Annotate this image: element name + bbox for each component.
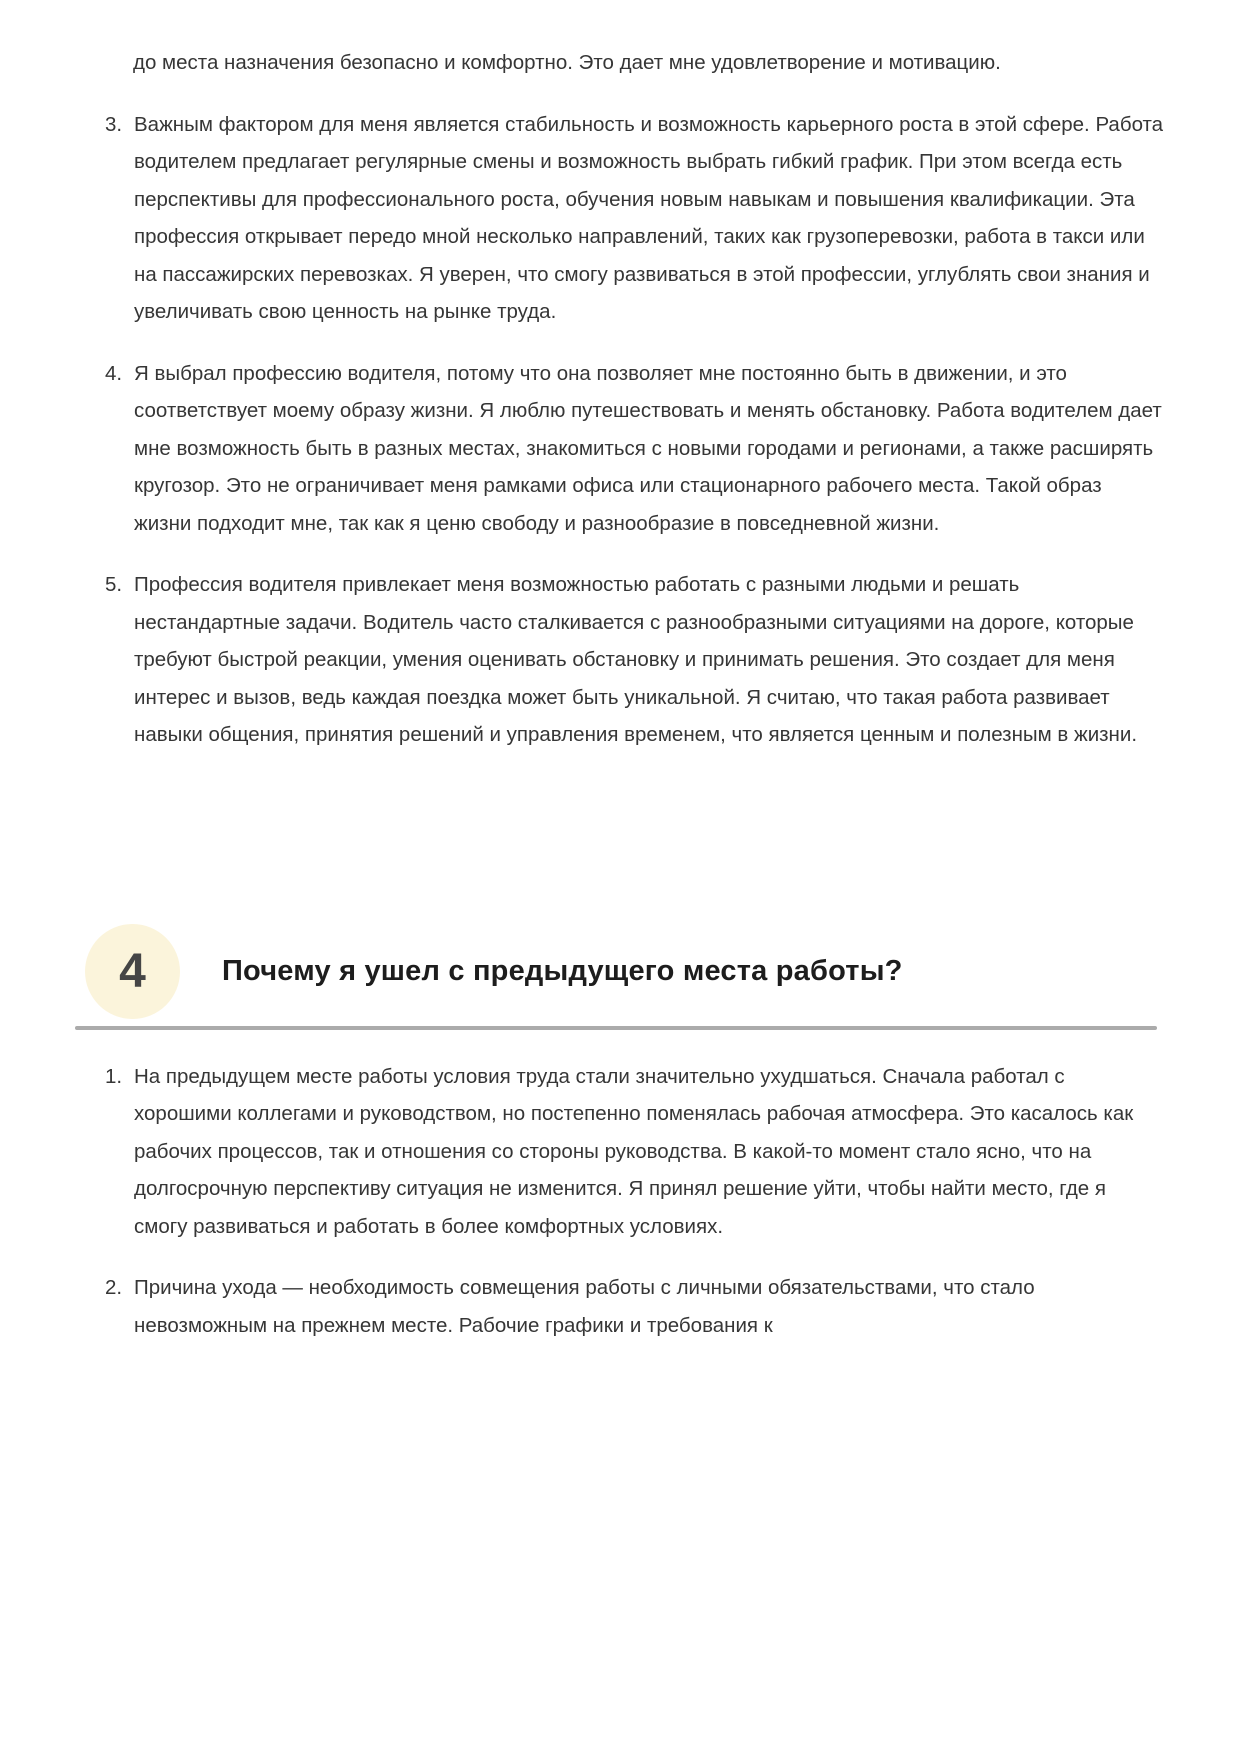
section-title: Почему я ушел с предыдущего места работы? — [222, 954, 903, 987]
list-item — [105, 106, 1165, 331]
list-item — [105, 355, 1165, 543]
list-item-text: Причина ухода — необходимость совмещения работы с личными обязательствами, что стало невозможным на прежнем месте. Рабочие графики и требования к — [134, 1276, 1035, 1337]
section-header — [85, 924, 1165, 1019]
section-number-badge — [85, 924, 180, 1019]
list-item — [105, 1269, 1165, 1344]
list-item — [105, 1058, 1165, 1246]
list-item-number: 4. — [105, 361, 123, 385]
list-item — [105, 566, 1165, 754]
intro-paragraph: до места назначения безопасно и комфортно. Это дает мне удовлетворение и мотивацию. — [133, 51, 1001, 74]
list-item-text: Профессия водителя привлекает меня возможностью работать с разными людьми и решать нестандартные задачи. Водитель часто сталкивается с разнообразными ситуациями на дороге, которые требуют быстрой реакции, умения оценивать обстановку и принимать решения. Это создает для меня интерес и вызов, ведь каждая поездка может быть уникальной. Я считаю, что такая работа развивает навыки общения, принятия решений и управления временем, что является ценным и полезным в жизни. — [134, 573, 1138, 746]
list-item-number: 3. — [105, 112, 123, 136]
list-item-text: Я выбрал профессию водителя, потому что она позволяет мне постоянно быть в движении, и это соответствует моему образу жизни. Я люблю путешествовать и менять обстановку. Работа водителем дает мне возможность быть в разных местах, знакомиться с новыми городами и регионами, а также расширять кругозор. Это не ограничивает меня рамками офиса или стационарного рабочего места. Такой образ жизни подходит мне, так как я ценю свободу и разнообразие в повседневной жизни. — [134, 361, 1162, 535]
reasons-list — [75, 106, 1165, 754]
list-item-number: 1. — [105, 1064, 123, 1088]
list-item-number: 2. — [105, 1276, 123, 1299]
section-number: 4 — [119, 944, 146, 998]
list-item-number: 5. — [105, 573, 123, 596]
departure-list — [75, 1058, 1165, 1345]
list-item-text: Важным фактором для меня является стабильность и возможность карьерного роста в этой сфере. Работа водителем предлагает регулярные смены и возможность выбрать гибкий график. При этом всегда есть перспективы для профессионального роста, обучения новым навыкам и повышения квалификации. Эта профессия открывает передо мной несколько направлений, таких как грузоперевозки, работа в такси или на пассажирских перевозках. Я уверен, что смогу развиваться в этой профессии, углублять свои знания и увеличивать свою ценность на рынке труда. — [134, 112, 1164, 323]
list-item-text: На предыдущем месте работы условия труда стали значительно ухудшаться. Сначала работал с хорошими коллегами и руководством, но постепенно поменялась рабочая атмосфера. Это касалось как рабочих процессов, так и отношения со стороны руководства. В какой-то момент стало ясно, что на долгосрочную перспективу ситуация не изменится. Я принял решение уйти, чтобы найти место, где я смогу развиваться и работать в более комфортных условиях. — [134, 1064, 1134, 1238]
section-divider — [75, 1026, 1157, 1030]
